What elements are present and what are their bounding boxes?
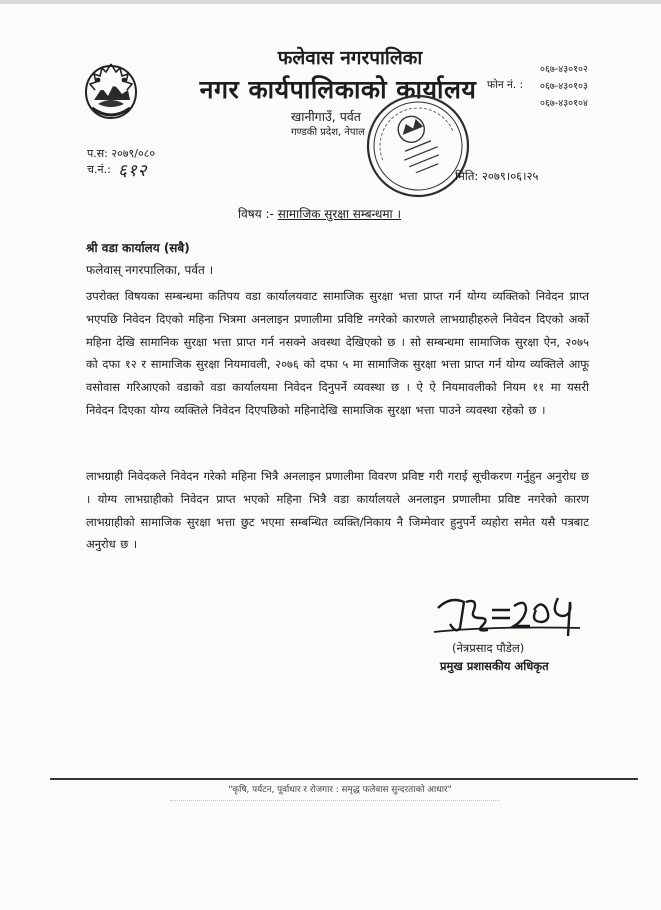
office-name: नगर कार्यपालिकाको कार्यालय [199, 75, 477, 104]
subject-value: सामाजिक सुरक्षा सम्बन्धमा । [277, 207, 402, 221]
handwritten-signature-icon [430, 588, 595, 640]
recipient-line-1: श्री वडा कार्यालय (सबै) [86, 241, 190, 255]
fiscal-year-reference: प.स: २०७९/०८० [87, 147, 156, 160]
phone-number-1: ०६७-४३०१०२ [540, 64, 588, 75]
scan-edge [0, 0, 661, 4]
subject-label: विषय :- [238, 207, 274, 221]
nepal-government-emblem-icon [78, 60, 144, 126]
footer-divider [50, 778, 638, 780]
signatory-name: (नेत्रप्रसाद पौडेल) [452, 641, 525, 655]
office-province: गण्डकी प्रदेश, नेपाल [291, 127, 365, 138]
dispatch-number: ६१२ [118, 161, 148, 181]
municipality-name: फलेवास नगरपालिका [277, 47, 423, 69]
letter-date: मिति: २०७९।०६।२५ [455, 169, 539, 183]
body-paragraph-1: उपरोक्त विषयका सम्बन्धमा कतिपय वडा कार्यालयवाट सामाजिक सुरक्षा भत्ता प्राप्त गर्न योग्य व्यक्तिको निवेदन प्राप्त भएपछि निवेदन दिएको महिना भित्रमा अनलाइन प्रणालीमा प्रविष्टि नगरेको कारणले लाभग्राहीहरुले निवेदन दिएको अर्को महिना देखि सामानिक सुरक्षा भत्ता प्राप्त गर्न नसक्ने अवस्था देखिएको छ । सो सम्बन्धमा सामाजिक सुरक्षा ऐन, २०७५ को दफा १२ र सामाजिक सुरक्षा नियमावली, २०७६ को दफा ५ मा सामाजिक सुरक्षा भत्ता प्राप्त गर्न योग्य व्यक्तिले आफू वसोवास गरिआएको वडाको वडा कार्यालयमा निवेदन दिनुपर्ने व्यवस्था छ । ऐ ऐ नियमावलीको नियम ११ मा यसरी निवेदन दिएका योग्य व्यक्तिले निवेदन दिएपछिको महिनादेखि सामाजिक सुरक्षा भत्ता पाउने व्यवस्था रहेको छ । [86, 289, 589, 417]
phone-number-2: ०६७-४३०१०३ [540, 81, 588, 92]
body-paragraph-2: लाभग्राही निवेदकले निवेदन गरेको महिना भित्रै अनलाइन प्रणालीमा विवरण प्रविष्ट गरी गराई सूचीकरण गर्नुहुन अनुरोध छ । योग्य लाभग्राहीको निवेदन प्राप्त भएको महिना भित्रै वडा कार्यालयले अनलाइन प्रणालीमा प्रविष्ट नगरेको कारण लाभग्राहीको सामाजिक सुरक्षा भत्ता छुट भएमा सम्बन्धित व्यक्ति/निकाय नै जिम्मेवार हुनुपर्ने व्यहोरा समेत यसै पत्रबाट अनुरोध छ । [86, 469, 589, 552]
recipient-line-2: फलेवास् नगरपालिका, पर्वत । [86, 263, 214, 277]
dispatch-label: च.नं.: [87, 163, 111, 176]
phone-number-3: ०६७-४३०१०४ [540, 98, 588, 109]
office-location: खानीगाउँ, पर्वत [291, 109, 361, 124]
phone-label: फोन नं. : [487, 79, 524, 91]
footer-faint-line [170, 800, 500, 802]
signatory-title: प्रमुख प्रशासकीय अधिकृत [440, 659, 549, 673]
subject-line [238, 205, 401, 222]
office-seal-icon [360, 88, 476, 204]
footer-motto: "कृषि, पर्यटन, पूर्वाधार र रोजगार : समृद्ध फलेवास सुन्दरताको आधार" [228, 785, 452, 795]
